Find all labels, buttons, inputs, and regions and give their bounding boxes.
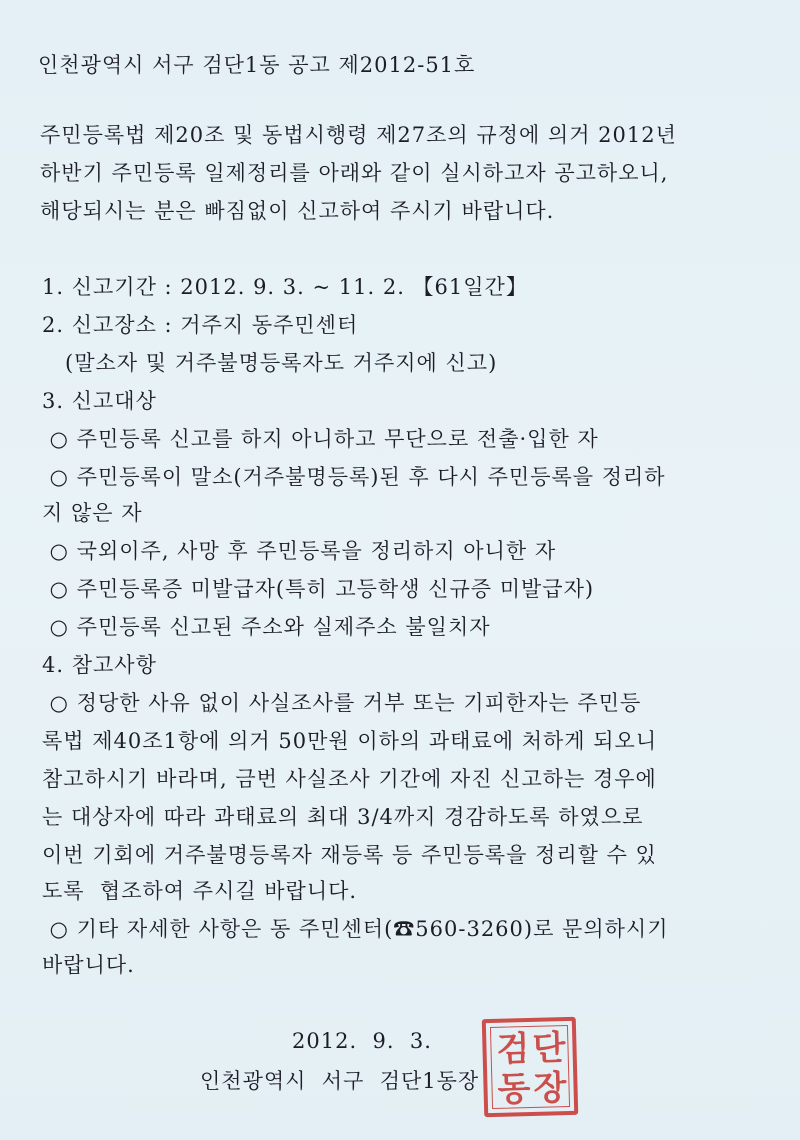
target-item-4: ○ 주민등록증 미발급자(특히 고등학생 신규증 미발급자) (42, 577, 595, 601)
notes-item-2: ○ 기타 자세한 사항은 동 주민센터(☎560-3260)로 문의하시기 (42, 917, 669, 941)
notice-issuer: 인천광역시 서구 검단1동장 (200, 1069, 480, 1093)
section-period: 1. 신고기간 : 2012. 9. 3. ~ 11. 2. 【61일간】 (42, 275, 528, 299)
notes-item-1-cont-3: 는 대상자에 따라 과태료의 최대 3/4까지 경감하도록 하였으로 (42, 805, 644, 829)
intro-line-2: 하반기 주민등록 일제정리를 아래와 같이 실시하고자 공고하오니, (40, 161, 669, 185)
intro-line-1: 주민등록법 제20조 및 동법시행령 제27조의 규정에 의거 2012년 (40, 123, 677, 147)
notes-item-1-cont-4: 이번 기회에 거주불명등록자 재등록 등 주민등록을 정리할 수 있 (42, 843, 657, 867)
section-target-heading: 3. 신고대상 (42, 389, 157, 413)
section-place-note: (말소자 및 거주불명등록자도 거주지에 신고) (42, 351, 498, 375)
intro-line-3: 해당되시는 분은 빠짐없이 신고하여 주시기 바랍니다. (40, 199, 555, 223)
seal-glyph: 장 (533, 1068, 567, 1109)
seal-glyph: 동 (497, 1069, 531, 1110)
notes-item-1-cont-1: 록법 제40조1항에 의거 50만원 이하의 과태료에 처하게 되오니 (42, 729, 658, 753)
notice-header: 인천광역시 서구 검단1동 공고 제2012-51호 (38, 53, 476, 77)
target-item-2-cont: 지 않은 자 (42, 501, 143, 525)
target-item-1: ○ 주민등록 신고를 하지 아니하고 무단으로 전출·입한 자 (42, 427, 599, 451)
official-seal (482, 1017, 579, 1117)
section-place: 2. 신고장소 : 거주지 동주민센터 (42, 313, 359, 337)
notice-date: 2012. 9. 3. (292, 1029, 432, 1053)
target-item-5: ○ 주민등록 신고된 주소와 실제주소 불일치자 (42, 615, 491, 639)
target-item-2: ○ 주민등록이 말소(거주불명등록)된 후 다시 주민등록을 정리하 (42, 465, 666, 489)
notes-item-1: ○ 정당한 사유 없이 사실조사를 거부 또는 기피한자는 주민등 (42, 691, 642, 715)
target-item-3: ○ 국외이주, 사망 후 주민등록을 정리하지 아니한 자 (42, 539, 557, 563)
section-notes-heading: 4. 참고사항 (42, 653, 157, 677)
seal-glyph: 단 (532, 1028, 566, 1069)
notes-item-1-cont-2: 참고하시기 바라며, 금번 사실조사 기간에 자진 신고하는 경우에 (42, 767, 657, 791)
seal-glyph: 검 (496, 1029, 530, 1070)
notes-item-1-cont-5: 도록 협조하여 주시길 바랍니다. (42, 879, 358, 903)
notes-item-2-cont: 바랍니다. (42, 953, 135, 977)
